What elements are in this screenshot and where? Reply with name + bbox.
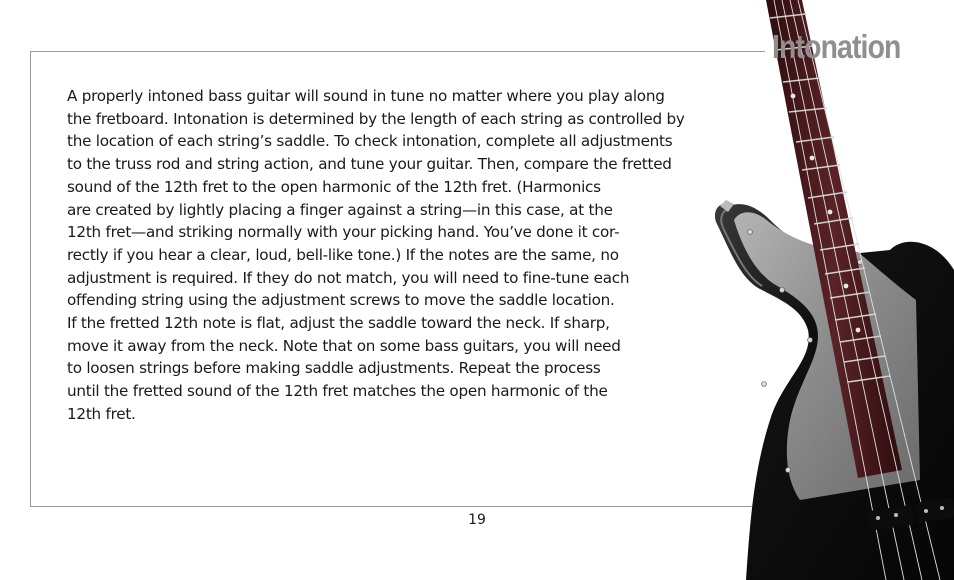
paragraph-line: offending string using the adjustment screws to move the saddle location. (67, 291, 615, 310)
paragraph-line: until the fretted sound of the 12th fret matches the open harmonic of the (67, 382, 608, 401)
paragraph-line: 12th fret. (67, 404, 136, 423)
paragraph-line: the fretboard. Intonation is determined by the length of each string as controlled by (67, 109, 685, 128)
intonation-paragraph (67, 85, 685, 426)
paragraph-line: A properly intoned bass guitar will sound in tune no matter where you play along (67, 87, 665, 105)
paragraph-line: to the truss rod and string action, and tune your guitar. Then, compare the fretted (67, 155, 672, 174)
paragraph-line: adjustment is required. If they do not match, you will need to fine-tune each (67, 268, 630, 287)
paragraph-line: rectly if you hear a clear, loud, bell-like tone.) If the notes are the same, no (67, 245, 619, 264)
paragraph-line: 12th fret—and striking normally with your picking hand. You’ve done it cor- (67, 223, 620, 242)
page-number: 19 (468, 512, 486, 528)
bass-guitar-illustration (690, 0, 954, 580)
paragraph-line: are created by lightly placing a finger against a string—in this case, at the (67, 200, 613, 219)
paragraph-line: to loosen strings before making saddle adjustments. Repeat the process (67, 359, 601, 378)
paragraph-line: the location of each string’s saddle. To check intonation, complete all adjustments (67, 132, 673, 151)
paragraph-line: move it away from the neck. Note that on some bass guitars, you will need (67, 336, 621, 355)
page-title: Intonation (772, 28, 901, 65)
paragraph-line: If the fretted 12th note is flat, adjust the saddle toward the neck. If sharp, (67, 314, 610, 333)
paragraph-line: sound of the 12th fret to the open harmonic of the 12th fret. (Harmonics (67, 177, 601, 196)
